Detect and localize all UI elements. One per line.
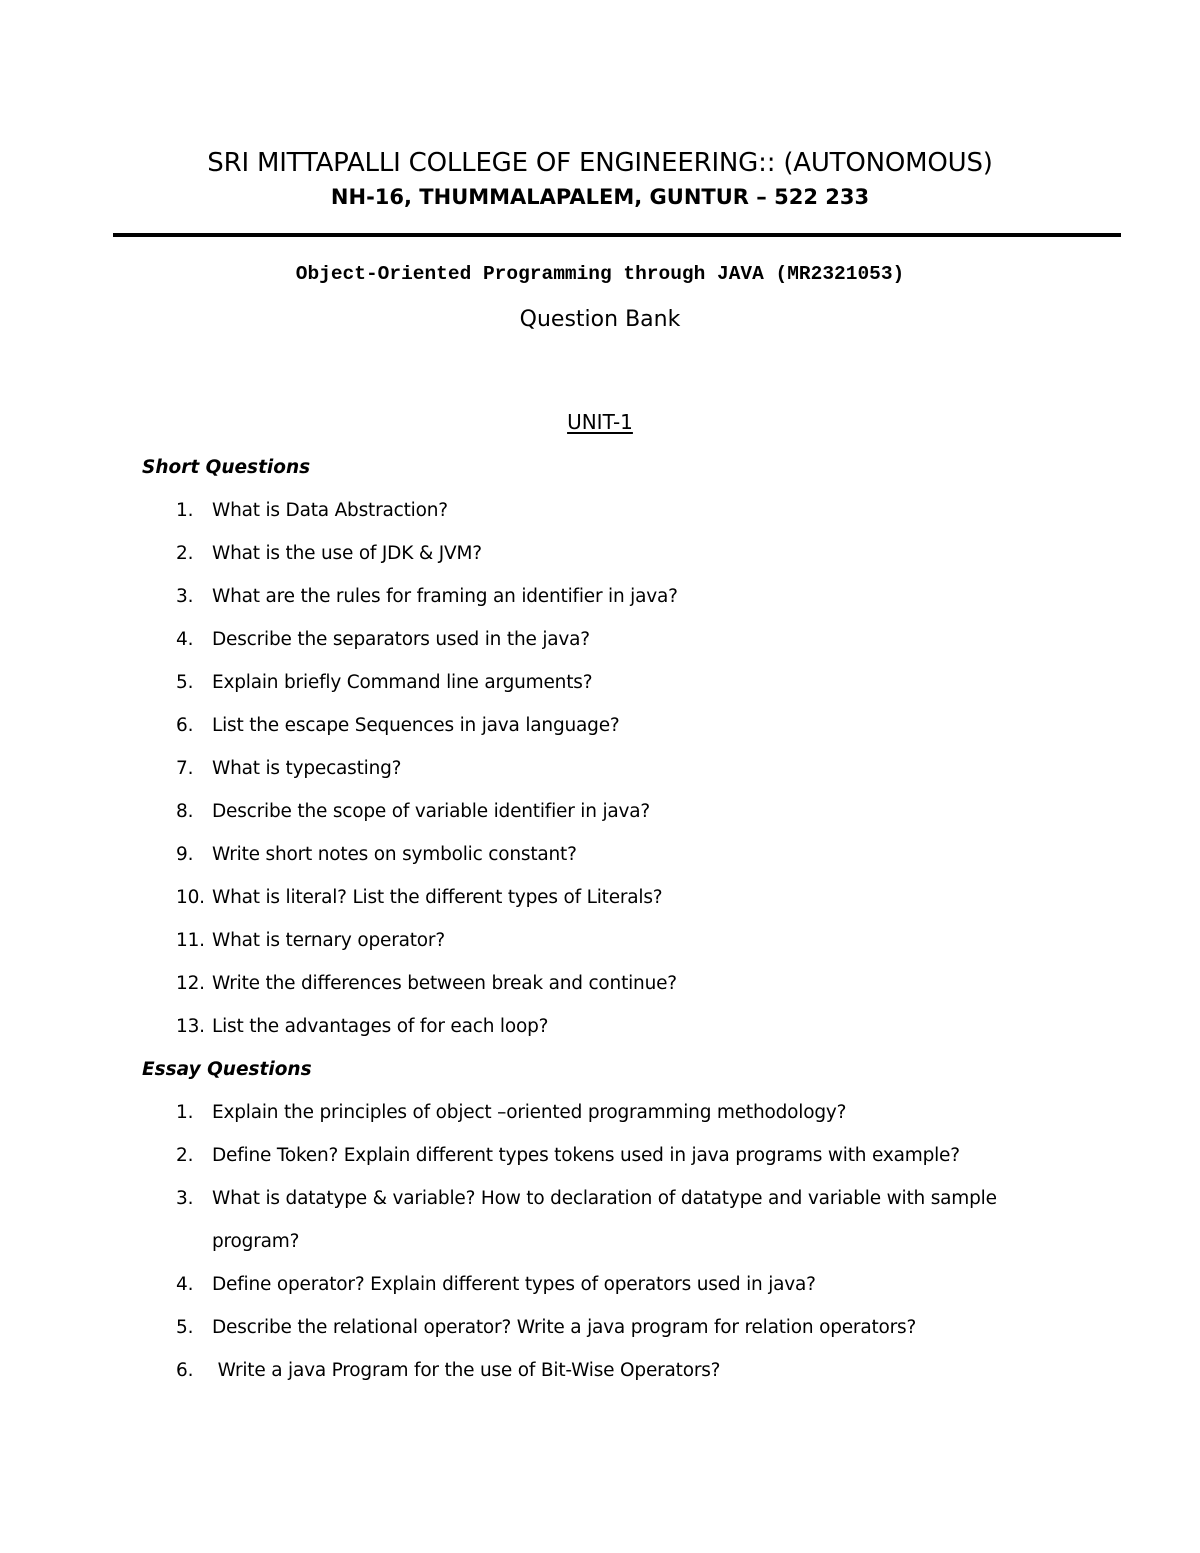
question-number: 2. [176, 543, 194, 564]
question-text: Describe the relational operator? Write a java program for relation operators? [212, 1317, 917, 1338]
list-item [0, 575, 1200, 618]
question-text: List the advantages of for each loop? [212, 1016, 549, 1037]
question-number: 8. [176, 801, 194, 822]
list-item [0, 704, 1200, 747]
college-name: SRI MITTAPALLI COLLEGE OF ENGINEERING:: (AUTONOMOUS) [207, 148, 993, 178]
question-text: Describe the separators used in the java? [212, 629, 590, 650]
question-text: What is ternary operator? [212, 930, 445, 951]
question-text: What is typecasting? [212, 758, 402, 779]
question-number: 13. [176, 1016, 205, 1037]
question-number: 7. [176, 758, 194, 779]
question-text: Write the differences between break and continue? [212, 973, 677, 994]
question-text: Write a java Program for the use of Bit-Wise Operators? [212, 1360, 721, 1381]
question-number: 5. [176, 672, 194, 693]
list-item [0, 1306, 1200, 1349]
list-item [0, 489, 1200, 532]
question-number: 1. [176, 500, 194, 521]
list-item [0, 1177, 1200, 1263]
question-number: 9. [176, 844, 194, 865]
question-number: 4. [176, 629, 194, 650]
question-number: 1. [176, 1102, 194, 1123]
college-address: NH-16, THUMMALAPALEM, GUNTUR – 522 233 [330, 185, 870, 209]
question-text: Describe the scope of variable identifier in java? [212, 801, 651, 822]
question-number: 12. [176, 973, 205, 994]
question-text: Define Token? Explain different types tokens used in java programs with example? [212, 1145, 960, 1166]
question-text: Explain briefly Command line arguments? [212, 672, 593, 693]
question-number: 3. [176, 1188, 194, 1209]
question-number: 6. [176, 1360, 194, 1381]
question-text: What is literal? List the different types of Literals? [212, 887, 663, 908]
list-item [0, 1134, 1200, 1177]
question-number: 10. [176, 887, 205, 908]
list-item [0, 1263, 1200, 1306]
list-item [0, 876, 1200, 919]
question-text: Define operator? Explain different types of operators used in java? [212, 1274, 816, 1295]
short-questions-list [0, 489, 1200, 1048]
list-item [0, 790, 1200, 833]
question-number: 6. [176, 715, 194, 736]
essay-questions-heading: Essay Questions [142, 1059, 312, 1080]
question-text: What is Data Abstraction? [212, 500, 448, 521]
question-text: List the escape Sequences in java language? [212, 715, 620, 736]
list-item [0, 1091, 1200, 1134]
list-item [0, 532, 1200, 575]
question-number: 5. [176, 1317, 194, 1338]
short-questions-heading: Short Questions [142, 457, 311, 478]
essay-questions-list [0, 1091, 1200, 1392]
list-item [0, 833, 1200, 876]
list-item [0, 962, 1200, 1005]
header-divider [113, 233, 1121, 237]
question-text: What are the rules for framing an identifier in java? [212, 586, 678, 607]
list-item [0, 618, 1200, 661]
question-number: 2. [176, 1145, 194, 1166]
question-text: Explain the principles of object –oriented programming methodology? [212, 1102, 847, 1123]
course-title: Object-Oriented Programming through JAVA (MR2321053) [295, 263, 905, 285]
list-item [0, 747, 1200, 790]
list-item [0, 1005, 1200, 1048]
unit-heading [0, 408, 1200, 436]
list-item [0, 919, 1200, 962]
list-item [0, 661, 1200, 704]
question-text: Write short notes on symbolic constant? [212, 844, 577, 865]
list-item [0, 1349, 1200, 1392]
question-number: 3. [176, 586, 194, 607]
question-text: What is the use of JDK & JVM? [212, 543, 482, 564]
question-number: 4. [176, 1274, 194, 1295]
unit-heading-label: UNIT-1 [567, 410, 633, 434]
question-number: 11. [176, 930, 205, 951]
question-text: What is datatype & variable? How to declaration of datatype and variable with sample program? [212, 1188, 997, 1252]
document-type: Question Bank [519, 307, 681, 332]
